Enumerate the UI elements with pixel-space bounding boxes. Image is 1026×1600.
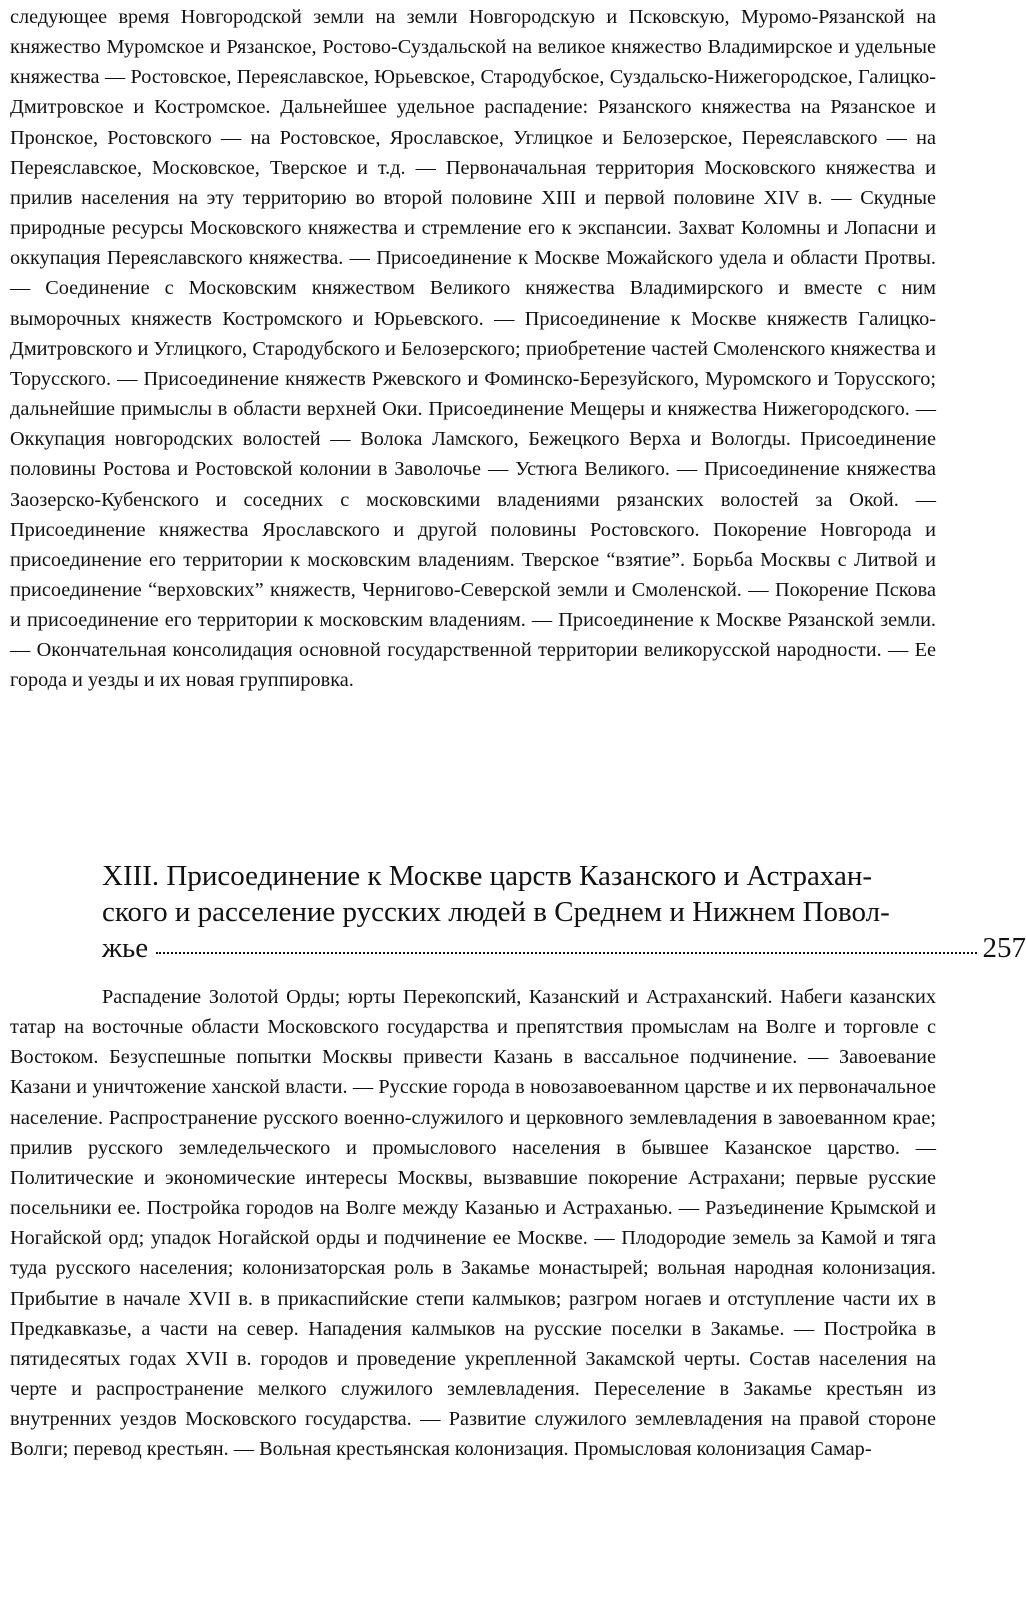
page-number: 257 — [982, 932, 1026, 964]
chapter-xiii-summary-paragraph: Распадение Золотой Орды; юрты Перекопский, Казанский и Астраханский. Набеги казанских татар на восточные области Московского государства и препятствия промыслам на Волге и торговле с Востоком. Безуспешные попытки Москвы привести Казань в вассальное подчинение. — Завоевание Казани и уничтожение ханской власти. — Русские города в новозавоеванном царстве и их первоначальное население. Распространение русского военно-служилого и церковного землевладения в завоеванном крае; прилив русского земледельческого и промыслового населения в бывшее Казанское царство. — Политические и экономические интересы Москвы, вызвавшие покорение Астрахани; первые русские посельники ее. Постройка городов на Волге между Казанью и Астраханью. — Разъединение Крымской и Ногайской орд; упадок Ногайской орды и подчинение ее Москве. — Плодородие земель за Камой и тяга туда русского населения; колонизаторская роль в Закамье монастырей; вольная народная колонизация. Прибытие в начале XVII в. в прикаспийские степи калмыков; разгром ногаев и отступление части их в Предкавказье, а части на север. Нападения калмыков на русские поселки в Закамье. — Постройка в пятидесятых годах XVII в. городов и проведение укрепленной Закамской черты. Состав населения на черте и распространение мелкого служилого землевладения. Переселение в Закамье крестьян из внутренних уездов Московского государства. — Развитие служилого землевладения на правой стороне Волги; перевод крестьян. — Вольная крестьянская колонизация. Промысловая колонизация Самар- — [10, 986, 936, 1461]
chapter-title-line-1: XIII. Присоединение к Москве царств Казанского и Астрахан- — [102, 860, 873, 892]
chapter-title-last-word: жье — [102, 932, 149, 964]
chapter-title-line-2: ского и расселение русских людей в Среднем и Нижнем Повол- — [102, 896, 890, 928]
chapter-title-line-3 — [102, 930, 1026, 966]
chapter-heading — [102, 858, 1026, 966]
chapter-summary-paragraph: следующее время Новгородской земли на земли Новгородскую и Псковскую, Муромо-Рязанской на княжество Муромское и Рязанское, Ростово-Суздальской на великое княжество Владимирское и удельные княжества — Ростовское, Переяславское, Юрьевское, Стародубское, Суздальско-Нижегородское, Галицко-Дмитровское и Костромское. Дальнейшее удельное распадение: Рязанского княжества на Рязанское и Пронское, Ростовского — на Ростовское, Ярославское, Углицкое и Белозерское, Переяславского — на Переяславское, Московское, Тверское и т.д. — Первоначальная территория Московского княжества и прилив населения на эту территорию во второй половине XIII и первой половине XIV в. — Скудные природные ресурсы Московского княжества и стремление его к экспансии. Захват Коломны и Лопасни и оккупация Переяславского княжества. — Присоединение к Москве Можайского удела и области Протвы. — Соединение с Московским княжеством Великого княжества Владимирского и вместе с ним выморочных княжеств Костромского и Юрьевского. — Присоединение к Москве княжеств Галицко-Дмитровского и Углицкого, Стародубского и Белозерского; приобретение частей Смоленского княжества и Торусского. — Присоединение княжеств Ржевского и Фоминско-Березуйского, Муромского и Торусского; дальнейшие примыслы в области верхней Оки. Присоединение Мещеры и княжества Нижегородского. — Оккупация новгородских волостей — Волока Ламского, Бежецкого Верха и Вологды. Присоединение половины Ростова и Ростовской колонии в Заволочье — Устюга Великого. — Присоединение княжества Заозерско-Кубенского и соседних с московскими владениями рязанских волостей за Окой. — Присоединение княжества Ярославского и другой половины Ростовского. Покорение Новгорода и присоединение его территории к московским владениям. Тверское “взятие”. Борьба Москвы с Литвой и присоединение “верховских” княжеств, Чернигово-Северской земли и Смоленской. — Покорение Пскова и присоединение его территории к московским владениям. — Присоединение к Москве Рязанской земли. — Окончательная консолидация основной государственной территории великорусской народности. — Ее города и уезды и их новая группировка. — [10, 6, 936, 692]
dot-leader — [156, 952, 976, 954]
